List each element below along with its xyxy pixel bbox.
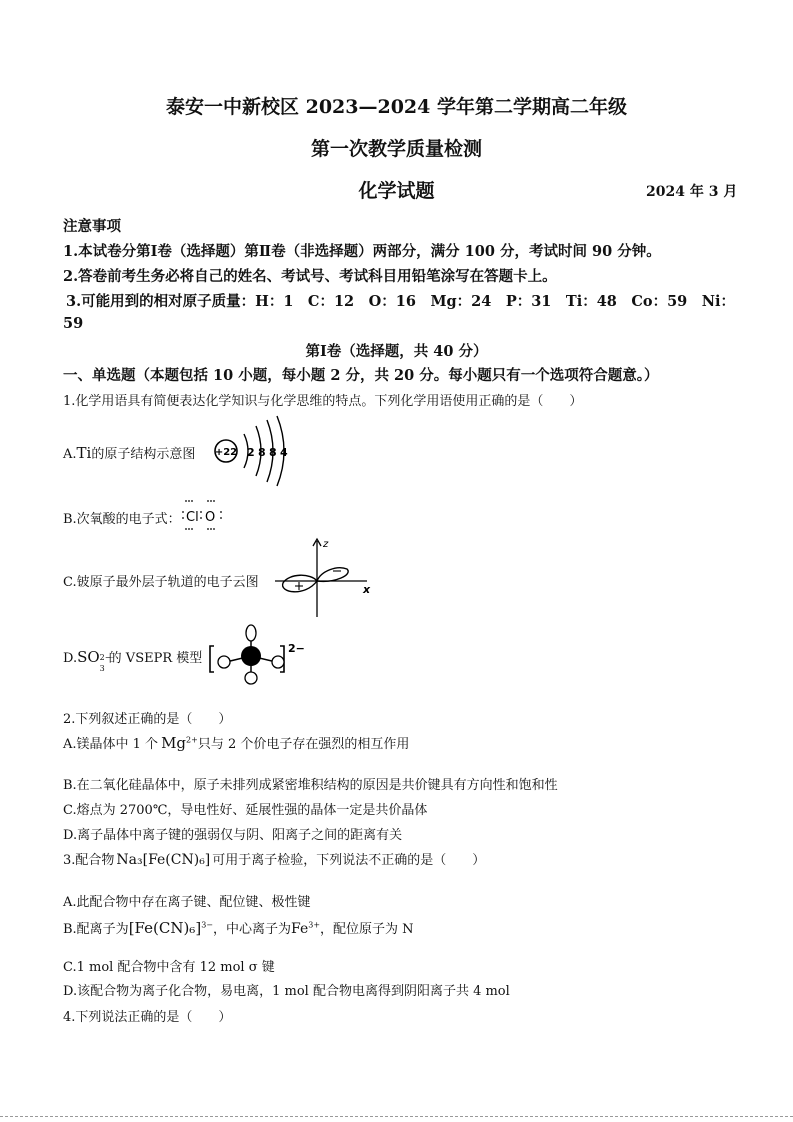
ion-formula: SO: [77, 648, 100, 666]
atom-o: O: [205, 510, 216, 525]
atomic-structure-diagram: [210, 412, 300, 492]
question-2-option-c: C.熔点为 2700℃，导电性好、延展性强的晶体一定是共价晶体: [63, 803, 428, 818]
orbital-lobe: [283, 575, 317, 592]
option-text: 的原子结构示意图: [91, 447, 196, 462]
notes-heading: 注意事项: [63, 218, 121, 235]
option-text: 的 VSEPR 模型: [108, 651, 203, 666]
question-1-option-a: [63, 443, 195, 462]
note-item: 3.可能用到的相对原子质量：H：1 C：12 O：16 Mg：24 P：31 Ti：48 Co：59 Ni：: [66, 293, 736, 310]
question-2-stem: 2.下列叙述正确的是（ ）: [63, 712, 232, 727]
ion-formula: Mg: [161, 734, 187, 752]
lewis-structure: [180, 496, 230, 534]
question-1-option-b: B.次氧酸的电子式：: [63, 512, 181, 527]
option-text: 只与 2 个价电子存在强烈的相互作用: [197, 737, 410, 752]
exam-title-line1: 泰安一中新校区 2023—2024 学年第二学期高二年级: [166, 96, 627, 118]
ion-charge: 3−: [201, 920, 213, 930]
ion-charge: 2+: [186, 735, 198, 745]
shell-count: 8: [258, 446, 266, 459]
orbital-diagram: [255, 535, 375, 620]
ion-charge: 2−: [99, 653, 112, 662]
option-text: ，中心离子为: [212, 922, 291, 937]
section-title: 第Ⅰ卷（选择题，共 40 分）: [305, 343, 488, 360]
vsepr-model: [206, 620, 316, 688]
shell-count: 4: [280, 446, 288, 459]
lone-pair-lobe: [246, 625, 256, 641]
subject-title: 化学试题: [358, 180, 435, 202]
question-2-option-d: D.离子晶体中离子键的强弱仅与阴、阳离子之间的距离有关: [63, 828, 403, 843]
ion-subscript: 3: [99, 664, 105, 673]
shell-count: 2: [247, 446, 255, 459]
nucleus-charge: +22: [214, 447, 238, 458]
question-3-option-c: C.1 mol 配合物中含有 12 mol σ 键: [63, 960, 275, 975]
question-2-option-a: [63, 733, 409, 752]
complex-ion: [Fe(CN)₆]: [128, 919, 202, 937]
oxygen-atom: [245, 672, 257, 684]
central-atom: [241, 646, 261, 666]
ion-charge: 3+: [308, 920, 321, 930]
oxygen-atom: [272, 656, 284, 668]
exam-date: 2024 年 3 月: [646, 184, 738, 200]
orbital-lobe: [317, 568, 348, 582]
option-label: A.: [63, 447, 77, 462]
option-label: D.: [63, 651, 78, 666]
element-symbol: Ti: [76, 444, 92, 462]
question-4-stem: 4.下列说法正确的是（ ）: [63, 1010, 232, 1025]
atom-cl: Cl: [186, 510, 199, 525]
x-axis-label: x: [363, 583, 371, 596]
question-3-stem: [63, 849, 485, 868]
option-text: B.配离子为: [63, 922, 129, 937]
question-1-option-d: [63, 647, 203, 673]
stem-text: 3.配合物: [63, 853, 115, 868]
question-3-option-d: D.该配合物为离子化合物，易电离，1 mol 配合物电离得到阴阳离子共 4 mol: [63, 984, 510, 999]
note-item: 1.本试卷分第Ⅰ卷（选择题）第Ⅱ卷（非选择题）两部分，满分 100 分，考试时间 90 分钟。: [63, 243, 661, 260]
note-item: 2.答卷前考生务必将自己的姓名、考试号、考试科目用铅笔涂写在答题卡上。: [63, 268, 557, 285]
question-3-option-b: [63, 918, 414, 937]
center-ion: Fe: [291, 921, 309, 937]
option-text: A.镁晶体中 1 个: [63, 737, 159, 752]
stem-text: 可用于离子检验，下列说法不正确的是（ ）: [212, 853, 486, 868]
note-item: 59: [63, 315, 84, 332]
compound-formula: Na₃[Fe(CN)₆]: [116, 852, 211, 868]
z-axis-label: z: [323, 539, 329, 550]
question-1-option-c: C.铍原子最外层子轨道的电子云图: [63, 575, 259, 590]
section-instruction: 一、单选题（本题包括 10 小题，每小题 2 分，共 20 分。每小题只有一个选项符合题意。）: [63, 367, 659, 384]
question-3-option-a: A.此配合物中存在离子键、配位键、极性键: [63, 895, 311, 910]
left-bracket: [210, 646, 214, 672]
shell-count: 8: [269, 446, 277, 459]
model-charge: 2−: [288, 642, 305, 655]
question-2-option-b: B.在二氧化硅晶体中，原子未排列成紧密堆积结构的原因是共价键具有方向性和饱和性: [63, 778, 558, 793]
option-text: ，配位原子为 N: [320, 922, 414, 937]
page-bottom-divider: [0, 1116, 793, 1117]
question-1-stem: 1.化学用语具有简便表达化学知识与化学思维的特点。下列化学用语使用正确的是（ ）: [63, 394, 583, 409]
exam-title-line2: 第一次教学质量检测: [310, 138, 482, 160]
oxygen-atom: [218, 656, 230, 668]
